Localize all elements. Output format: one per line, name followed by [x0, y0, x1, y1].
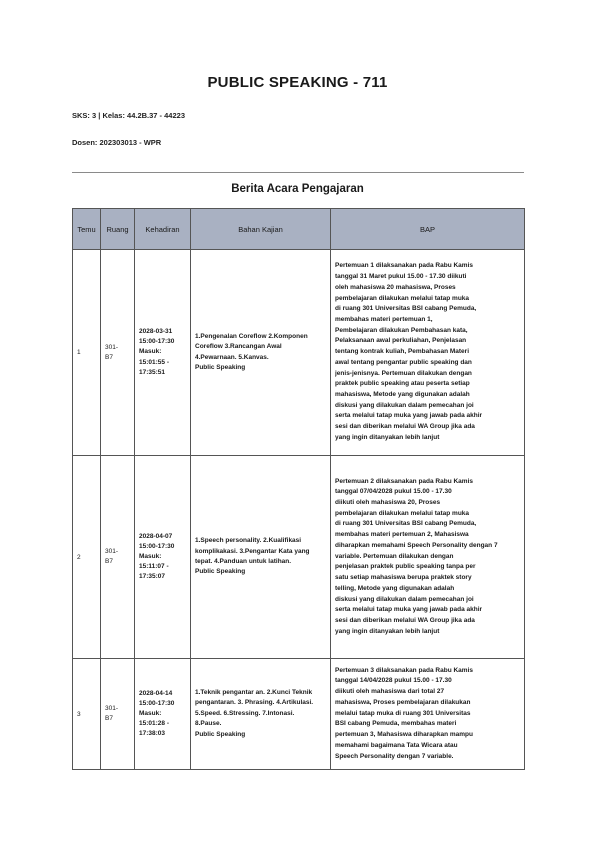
attendance-line: 2028-03-31: [139, 328, 173, 336]
bap-line: memahami bagaimana Tata Wicara atau: [335, 741, 458, 749]
bap-line: Pertemuan 3 dilaksanakan pada Rabu Kamis: [335, 666, 473, 674]
bap-line: tentang kontrak kuliah, Pembahasan Materi: [335, 348, 470, 356]
room-cell: [101, 250, 135, 456]
bap-line: BSI cabang Pemuda, membahas materi: [335, 720, 457, 728]
attendance-line: 15:00-17:30: [139, 699, 175, 707]
column-header-temu: Temu: [73, 209, 101, 250]
bap-cell: [331, 659, 525, 770]
table-row: [73, 456, 525, 659]
bap-line: sesi dan diberikan melalui WA Group jika ada: [335, 616, 475, 624]
attendance-line: 17:35:51: [139, 368, 166, 376]
bap-line: tanggal 31 Maret pukul 15.00 - 17.30 diikuti: [335, 273, 467, 281]
bap-line: serta melalui tatap muka yang jawab pada akhir: [335, 606, 483, 614]
attendance-line: Masuk:: [139, 709, 162, 717]
bap-line: di ruang 301 Universitas BSI cabang Pemuda,: [335, 305, 477, 313]
attendance-line: 15:01:28 -: [139, 720, 169, 728]
room-cell: [101, 456, 135, 659]
bap-line: membahas materi pertemuan 1,: [335, 315, 433, 323]
material-line: 1.Speech personality. 2.Kualifikasi: [195, 537, 302, 545]
material-line: 4.Pewarnaan. 5.Kanvas.: [195, 353, 269, 361]
bap-line: membahas materi pertemuan 2, Mahasiswa: [335, 531, 469, 539]
bap-line: satu setiap mahasiswa berupa praktek story: [335, 574, 472, 582]
attendance-cell: [135, 250, 191, 456]
room-line: 301-: [105, 548, 119, 556]
bap-line: Pertemuan 2 dilaksanakan pada Rabu Kamis: [335, 477, 473, 485]
attendance-cell: [135, 659, 191, 770]
room-cell: [101, 659, 135, 770]
attendance-line: 17:38:03: [139, 730, 166, 738]
bap-cell: [331, 456, 525, 659]
column-header-kehadiran: Kehadiran: [135, 209, 191, 250]
bap-line: oleh mahasiswa 20 mahasiswa, Proses: [335, 283, 456, 291]
bap-line: diharapkan memahami Speech Personality dengan 7: [335, 541, 498, 549]
table-row: [73, 250, 525, 456]
bap-line: yang ingin ditanyakan lebih lanjut: [335, 627, 440, 635]
bap-line: telling, Metode yang digunakan adalah: [335, 584, 455, 592]
material-cell: [191, 456, 331, 659]
bap-line: mahasiswa, Proses pembelajaran dilakukan: [335, 698, 471, 706]
material-line: 8.Pause.: [195, 720, 222, 728]
attendance-line: Masuk:: [139, 552, 162, 560]
room-line: B7: [105, 353, 113, 361]
bap-line: pertemuan 3, Mahasiswa diharapkan mampu: [335, 731, 473, 739]
bap-line: praktek public speaking atau peserta setiap: [335, 380, 470, 388]
bap-line: penjelasan praktek public speaking tanpa per: [335, 563, 476, 571]
bap-line: pembelajaran dilakukan melalui tatap muka: [335, 509, 470, 517]
bap-line: yang ingin ditanyakan lebih lanjut: [335, 433, 440, 441]
attendance-line: 2028-04-07: [139, 532, 173, 540]
material-line: Public Speaking: [195, 363, 246, 371]
attendance-cell: [135, 456, 191, 659]
bap-line: serta melalui tatap muka yang jawab pada akhir: [335, 412, 483, 420]
bap-line: di ruang 301 Universitas BSI cabang Pemuda,: [335, 520, 477, 528]
bap-line: pembelajaran dilakukan melalui tatap muka: [335, 294, 470, 302]
page-title: PUBLIC SPEAKING - 711: [207, 74, 388, 91]
bap-line: tanggal 07/04/2028 pukul 15.00 - 17.30: [335, 488, 452, 496]
lecturer-info: Dosen: 202303013 - WPR: [72, 138, 162, 147]
bap-line: mahasiswa, Metode yang digunakan adalah: [335, 391, 470, 399]
attendance-line: 15:11:07 -: [139, 563, 169, 571]
material-cell: [191, 659, 331, 770]
bap-line: jenis-jenisnya. Pertemuan dilakukan dengan: [335, 369, 472, 377]
bap-line: diikuti oleh mahasiswa 20, Proses: [335, 499, 441, 507]
bap-line: melalui tatap muka di ruang 301 Universitas: [335, 709, 471, 717]
attendance-line: 15:01:55 -: [139, 358, 169, 366]
material-line: Coreflow 3.Rancangan Awal: [195, 343, 282, 351]
section-title: Berita Acara Pengajaran: [231, 183, 364, 195]
bap-line: Pembelajaran dilakukan Pembahasan kata,: [335, 326, 468, 334]
material-line: Public Speaking: [195, 730, 246, 738]
room-line: B7: [105, 558, 113, 565]
attendance-line: 15:00-17:30: [139, 542, 175, 550]
meeting-number: 3: [73, 659, 101, 770]
bap-line: diskusi yang dilakukan dalam pemecahan joi: [335, 595, 474, 603]
bap-line: variable. Pertemuan dilakukan dengan: [335, 552, 454, 560]
bap-table: [72, 208, 525, 770]
header-divider: [72, 172, 524, 173]
table-header-row: [73, 209, 525, 250]
bap-line: tanggal 14/04/2028 pukul 15.00 - 17.30: [335, 677, 452, 685]
bap-line: sesi dan diberikan melalui WA Group jika ada: [335, 423, 475, 431]
column-header-ruang: Ruang: [101, 209, 135, 250]
room-line: B7: [105, 715, 113, 722]
column-header-bap: BAP: [331, 209, 525, 250]
bap-line: Pelaksanaan awal perkuliahan, Penjelasan: [335, 337, 467, 345]
bap-line: Pertemuan 1 dilaksanakan pada Rabu Kamis: [335, 262, 473, 270]
material-line: Public Speaking: [195, 568, 246, 576]
table-row: [73, 659, 525, 770]
room-line: 301-: [105, 705, 119, 713]
bap-line: Speech Personality dengan 7 variable.: [335, 752, 454, 760]
meeting-number: 2: [73, 456, 101, 659]
bap-cell: [331, 250, 525, 456]
material-line: 1.Pengenalan Coreflow 2.Komponen: [195, 332, 308, 340]
attendance-line: 2028-04-14: [139, 689, 173, 697]
material-line: pengantaran. 3. Phrasing. 4.Artikulasi.: [195, 699, 314, 707]
material-line: tepat. 4.Panduan untuk latihan.: [195, 558, 292, 565]
material-line: 5.Speed. 6.Stressing. 7.Intonasi.: [195, 709, 295, 717]
course-info: SKS: 3 | Kelas: 44.2B.37 - 44223: [72, 111, 185, 120]
attendance-line: 15:00-17:30: [139, 338, 175, 346]
column-header-bahan-kajian: Bahan Kajian: [191, 209, 331, 250]
meeting-number: 1: [73, 250, 101, 456]
bap-line: diikuti oleh mahasiswa dari total 27: [335, 688, 445, 696]
bap-line: diskusi yang dilakukan dalam pemecahan joi: [335, 401, 474, 409]
material-line: 1.Teknik pengantar an. 2.Kunci Teknik: [195, 689, 313, 697]
attendance-line: 17:35:07: [139, 573, 166, 581]
material-cell: [191, 250, 331, 456]
bap-line: awal tentang pengantar public speaking dan: [335, 358, 472, 366]
room-line: 301-: [105, 343, 119, 351]
material-line: komplikakasi. 3.Pengantar Kata yang: [195, 547, 310, 555]
attendance-line: Masuk:: [139, 348, 162, 356]
